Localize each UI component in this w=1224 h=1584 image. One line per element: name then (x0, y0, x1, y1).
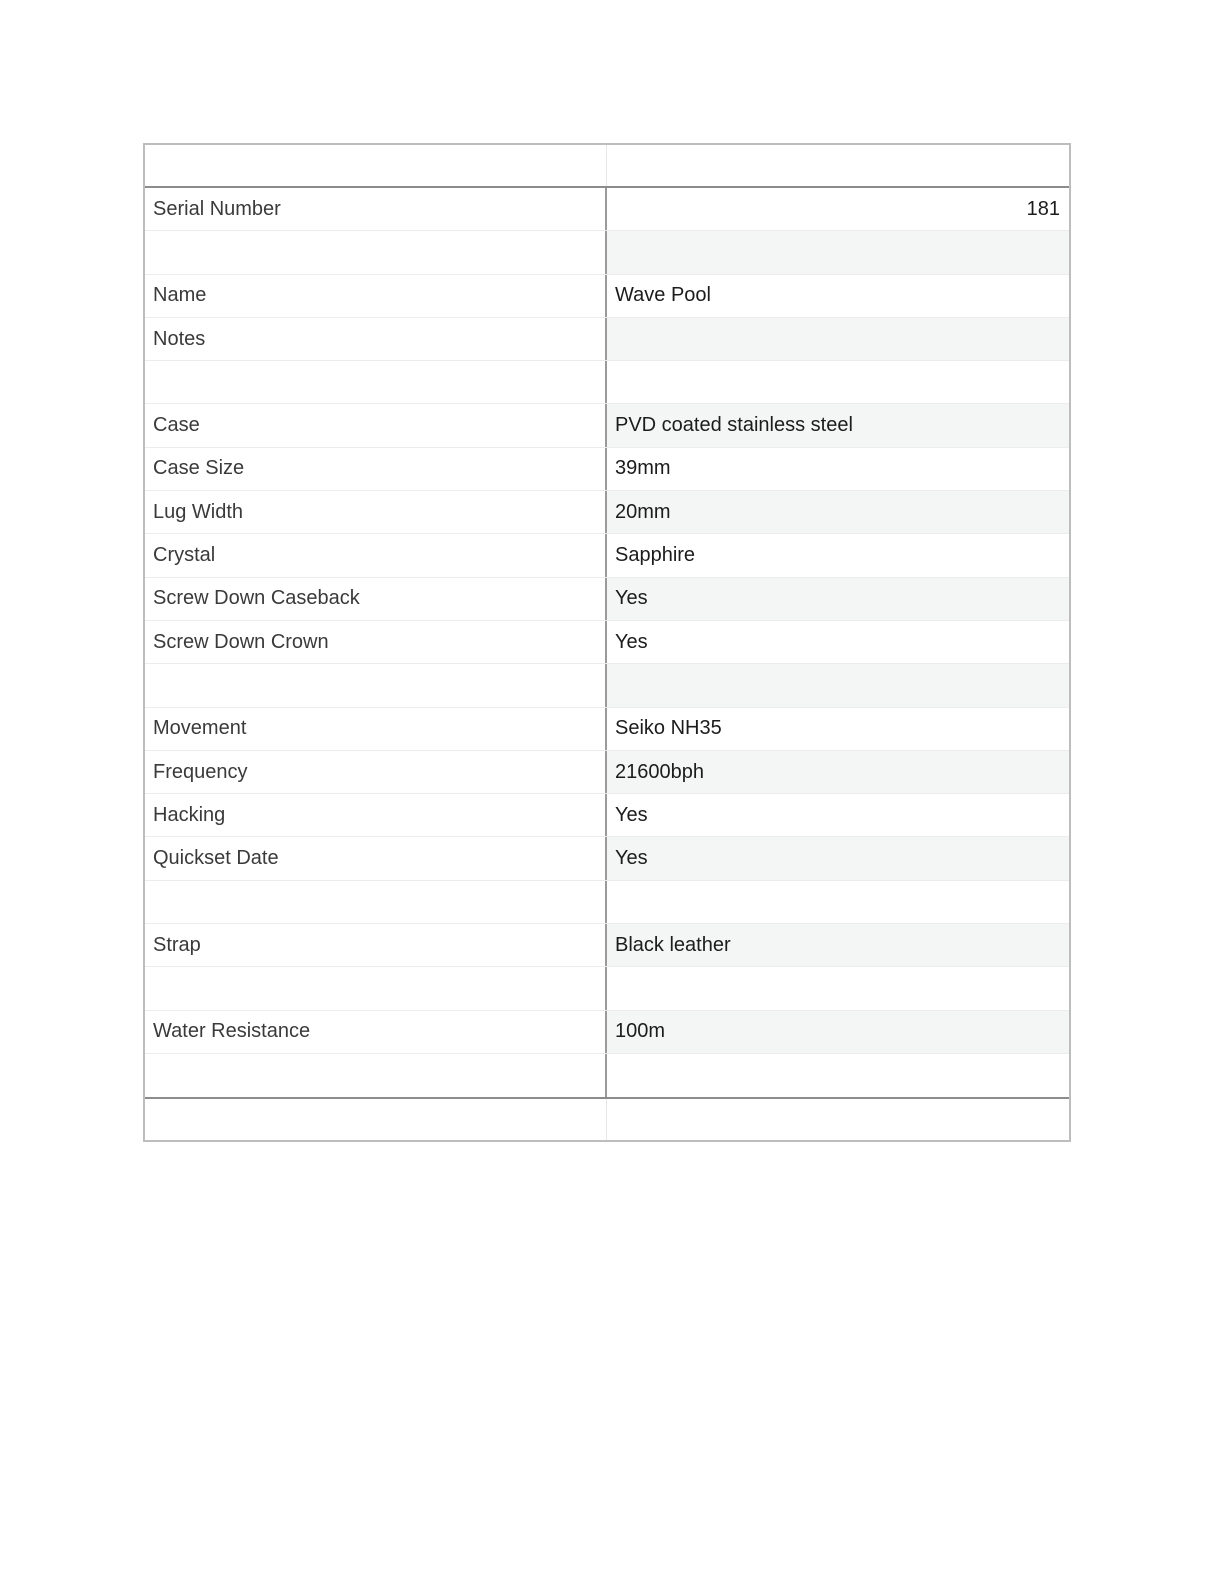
row-value[interactable] (607, 361, 1069, 403)
row-value[interactable]: Yes (615, 630, 648, 653)
row-label[interactable]: Case (145, 404, 607, 446)
row-value[interactable]: Yes (607, 578, 1069, 620)
table-row-crystal (145, 534, 1069, 577)
row-value[interactable] (607, 967, 1069, 1009)
row-value[interactable] (607, 318, 1069, 360)
row-label[interactable]: Quickset Date (145, 837, 607, 879)
table-row-strap (145, 924, 1069, 967)
table-row-hacking (145, 794, 1069, 837)
table-row-blank (145, 361, 1069, 404)
table-row-blank (145, 231, 1069, 274)
table-footer-row (145, 1097, 1069, 1140)
row-label[interactable]: Screw Down Crown (145, 621, 607, 663)
row-value[interactable]: Seiko NH35 (615, 717, 722, 740)
row-label[interactable]: Notes (145, 318, 607, 360)
row-value[interactable]: 100m (607, 1011, 1069, 1053)
spec-table (143, 143, 1071, 1142)
table-row-name (145, 275, 1069, 318)
row-label[interactable]: Name (145, 275, 607, 317)
row-label[interactable] (145, 967, 607, 1009)
row-value[interactable]: PVD coated stainless steel (607, 404, 1069, 446)
table-row-blank (145, 1054, 1069, 1097)
table-row-blank (145, 664, 1069, 707)
footer-cell-value[interactable] (607, 1099, 1069, 1140)
table-row-serial-number (145, 188, 1069, 231)
table-row-blank (145, 967, 1069, 1010)
table-header-row (145, 145, 1069, 188)
table-row-notes (145, 318, 1069, 361)
row-value[interactable] (607, 664, 1069, 706)
table-row-frequency (145, 751, 1069, 794)
row-label[interactable] (145, 881, 607, 923)
row-label[interactable]: Crystal (145, 534, 607, 576)
row-value[interactable]: 39mm (615, 457, 671, 480)
table-row-quickset-date (145, 837, 1069, 880)
row-label[interactable]: Water Resistance (145, 1011, 607, 1053)
row-label[interactable] (145, 1054, 607, 1097)
row-label[interactable]: Frequency (145, 751, 607, 793)
row-label[interactable]: Case Size (145, 448, 607, 490)
row-value[interactable]: 181 (1026, 197, 1060, 220)
row-value[interactable]: Yes (607, 837, 1069, 879)
table-row-lug-width (145, 491, 1069, 534)
row-label[interactable]: Screw Down Caseback (145, 578, 607, 620)
table-row-water-resistance (145, 1011, 1069, 1054)
row-value[interactable]: Sapphire (615, 544, 696, 567)
row-value[interactable]: 20mm (607, 491, 1069, 533)
table-row-screw-down-caseback (145, 578, 1069, 621)
row-label[interactable]: Movement (145, 708, 607, 750)
row-value[interactable]: Wave Pool (615, 284, 711, 307)
row-value[interactable] (607, 881, 1069, 923)
row-value[interactable]: Black leather (607, 924, 1069, 966)
row-value[interactable]: Yes (615, 803, 648, 826)
row-value[interactable] (607, 1054, 1069, 1097)
table-row-movement (145, 708, 1069, 751)
row-value[interactable] (607, 231, 1069, 273)
table-row-screw-down-crown (145, 621, 1069, 664)
footer-cell-label[interactable] (145, 1099, 607, 1140)
header-cell-label[interactable] (145, 145, 607, 186)
table-row-blank (145, 881, 1069, 924)
table-row-case (145, 404, 1069, 447)
table-row-case-size (145, 448, 1069, 491)
row-label[interactable] (145, 664, 607, 706)
row-label[interactable]: Hacking (145, 794, 607, 836)
row-label[interactable]: Lug Width (145, 491, 607, 533)
row-label[interactable]: Strap (145, 924, 607, 966)
row-value[interactable]: 21600bph (607, 751, 1069, 793)
row-label[interactable]: Serial Number (145, 188, 607, 230)
row-label[interactable] (145, 231, 607, 273)
header-cell-value[interactable] (607, 145, 1069, 186)
row-label[interactable] (145, 361, 607, 403)
